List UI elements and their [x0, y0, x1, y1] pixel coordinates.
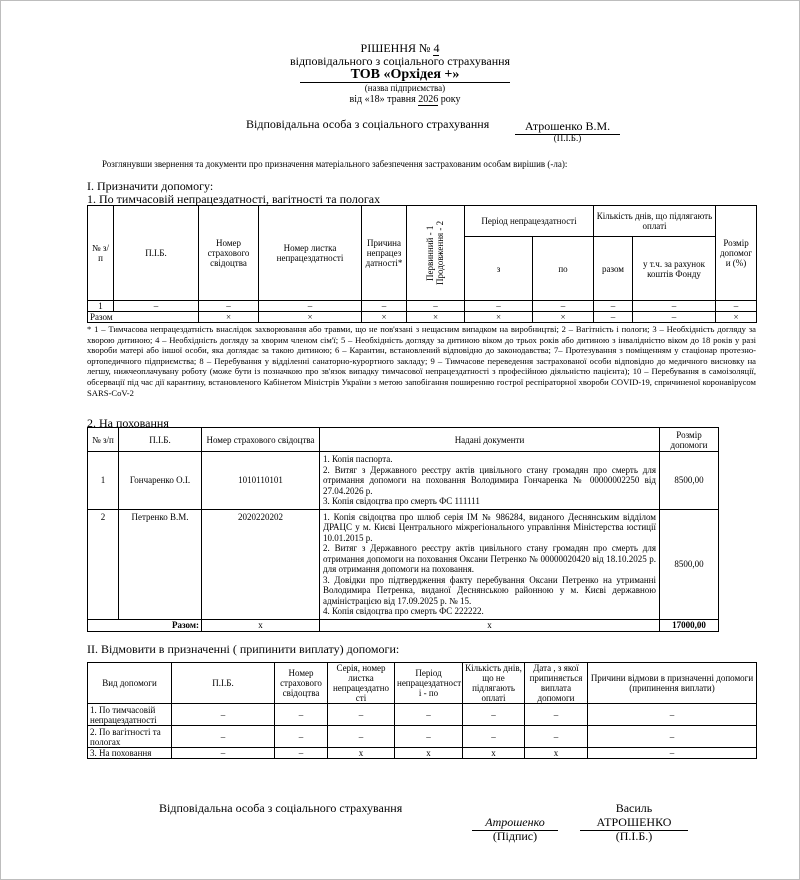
docs-cell: 1. Копія паспорта. 2. Витяг з Державного реєстру актів цивільного стану громадян про смерть для отримання допомоги на поховання Володимира Гончаренка № 00000002250 від 27.04.2026 р. 3. Копія свідоцтва про смерть ФС 111111 — [320, 452, 660, 510]
table-row: 2. По вагітності та пологах – – – – – – – — [88, 726, 757, 748]
col-period: Період непрацездатності — [465, 206, 594, 237]
col-amount: Розмір допомог и (%) — [716, 206, 757, 301]
decision-date: від «18» травня 2026 року — [349, 94, 461, 105]
table-total-row: Разом: x x 17000,00 — [88, 619, 719, 631]
decision-number: 4 — [433, 41, 440, 55]
col-number: № з/п — [88, 206, 114, 301]
responsible-name: Атрошенко В.М. — [515, 119, 620, 135]
col-cert: Номер страхового свідоцтва — [202, 428, 320, 452]
col-period: Період непрацездатност і - по — [395, 663, 463, 704]
table-row: 2 Петренко В.М. 2020220202 1. Копія свідоцтва про шлюб серія ІМ № 986284, виданого Деснянським відділом ДРАЦС у м. Києві Центрального міжрегіонального управління Міністерства юстиції 10.01.2015 р. 2. Витяг з Державного реєстру актів цивільного стану громадян про смерть для отримання допомоги на поховання Оксани Петренко № 00000020420 від 18.10.2025 р. для отримання допомоги на поховання. 3. Довідки про підтвердження факту перебування Оксани Петренко на утриманні Володимира Петренка, виданої Деснянською районною у м. Києві державною адміністрацією від 17.09.2025 р. № 15. 4. Копія свідоцтва про смерть ФС 222222. 8500,00 — [88, 509, 719, 619]
section2-heading: 2. На поховання — [87, 416, 169, 430]
table-funeral-benefits — [87, 427, 719, 632]
col-number: № з/п — [88, 428, 119, 452]
signer-caption: (П.І.Б.) — [615, 829, 653, 843]
col-to: по — [533, 237, 594, 301]
col-sheet: Серія, номер листка непрацездатно сті — [328, 663, 395, 704]
col-docs: Надані документи — [320, 428, 660, 452]
company-caption: (назва підприємства) — [364, 83, 446, 93]
col-primary: Первинний - 1 Продовження - 2 — [407, 206, 465, 301]
col-days-total: разом — [594, 237, 633, 301]
signer-first-name: Василь — [615, 801, 653, 815]
col-reason: Причина непрацез датності* — [362, 206, 407, 301]
col-sheet: Номер листка непрацездатності — [259, 206, 362, 301]
decision-title: РІШЕННЯ № 4 — [360, 41, 440, 55]
company-name: ТОВ «Орхідея +» — [300, 67, 510, 83]
date-year: 2026 — [418, 94, 439, 105]
docs-cell: 1. Копія свідоцтва про шлюб серія ІМ № 986284, виданого Деснянським відділом ДРАЦС у м. Києві Центрального міжрегіонального управління Міністерства юстиції 10.01.2015 р. 2. Витяг з Державного реєстру актів цивільного стану громадян про смерть для отримання допомоги на поховання Оксани Петренко № 00000020420 від 18.10.2025 р. для отримання допомоги на поховання. 3. Довідки про підтвердження факту перебування Оксани Петренко на утриманні Володимира Петренка, виданої Деснянською районною у м. Києві державною адміністрацією від 17.09.2025 р. № 15. 4. Копія свідоцтва про смерть ФС 222222. — [320, 509, 660, 619]
section1-heading: I. Призначити допомогу: — [87, 179, 214, 193]
date-day: 18 — [369, 94, 380, 105]
signature-caption: (Підпис) — [492, 829, 538, 843]
col-type: Вид допомоги — [88, 663, 172, 704]
col-pib: П.І.Б. — [119, 428, 202, 452]
responsible-caption: (П.І.Б.) — [553, 133, 582, 143]
col-amount: Розмір допомоги — [660, 428, 719, 452]
footnote: * 1 – Тимчасова непрацездатність внаслідок захворювання або травми, що не пов'язані з нещасним випадком на виробництві; 2 – Вагітність і пологи; 3 – Необхідність догляду за хворою дитиною; 4 – Необхідність догляду за хворим членом сім'ї; 5 – Необхідність догляду за дитиною віком до трьох років або дитиною з інвалідністю віком до 18 років у разі хвороби матері або іншої особи, яка доглядає за такою дитиною; 6 – Карантин, встановлений відповідно до законодавства; 7– Протезування з поміщенням у стаціонар протезно-ортопедичного підприємства; 8 – Перебування у відділенні санаторно-курортного закладу; 9 – Тимчасове переведення застрахованої особи відповідно до медичного висновку на легшу, нижчеоплачувану роботу (може бути із позначкою про зв'язок випадку тимчасової непрацездатності з професійною діяльністю пацієнта); 10 – Перебування в самоізоляції, обсервації під час дії карантину, встановленого Кабінетом Міністрів України з метою запобігання поширенню гострої респіраторної хвороби COVID-19, спричиненої коронавірусом SARS-CoV-2 — [87, 324, 756, 398]
table-row: 3. На поховання – – x x x x – — [88, 748, 757, 759]
col-cert: Номер страхового свідоцтва — [199, 206, 259, 301]
decision-subtitle: відповідального з соціального страхування — [289, 54, 511, 68]
col-from: з — [465, 237, 533, 301]
table-row: 1 Гончаренко О.І. 1010110101 1. Копія паспорта. 2. Витяг з Державного реєстру актів цивільного стану громадян про смерть для отримання допомоги на поховання Володимира Гончаренка № 00000002250 від 27.04.2026 р. 3. Копія свідоцтва про смерть ФС 111111 8500,00 — [88, 452, 719, 510]
col-days: Кількість днів, що не підлягають оплаті — [463, 663, 525, 704]
table-sickness-benefits — [87, 205, 757, 323]
table-total-row: Разом × × × × × × – – × — [88, 312, 757, 323]
intro-text: Розглянувши звернення та документи про призначення матеріального забезпечення застрахованим особам вирішив (-ла): — [102, 159, 568, 169]
col-pib: П.І.Б. — [114, 206, 199, 301]
table-row: 1. По тимчасовій непрацездатності – – – – – – – — [88, 704, 757, 726]
col-date: Дата , з якої припиняється виплата допомоги — [525, 663, 588, 704]
signer-last-name: АТРОШЕНКО — [580, 815, 688, 831]
section3-heading: II. Відмовити в призначенні ( припинити виплату) допомоги: — [87, 642, 400, 656]
col-cert: Номер страхового свідоцтва — [275, 663, 328, 704]
signature-handwritten: Атрошенко — [472, 815, 558, 831]
col-pib: П.І.Б. — [172, 663, 275, 704]
section1-sub1: 1. По тимчасовій непрацездатності, вагітності та пологах — [87, 192, 381, 206]
responsible-label: Відповідальна особа з соціального страхування — [246, 117, 490, 131]
table-refusals — [87, 662, 757, 759]
col-days-fund: у т.ч. за рахунок коштів Фонду — [633, 237, 716, 301]
col-reason: Причини відмови в призначенні допомоги (припинення виплати) — [588, 663, 757, 704]
col-days: Кількість днів, що підлягають оплаті — [594, 206, 716, 237]
signature-label: Відповідальна особа з соціального страхування — [159, 801, 403, 815]
table-row: 1 – – – – – – – – – – — [88, 301, 757, 312]
